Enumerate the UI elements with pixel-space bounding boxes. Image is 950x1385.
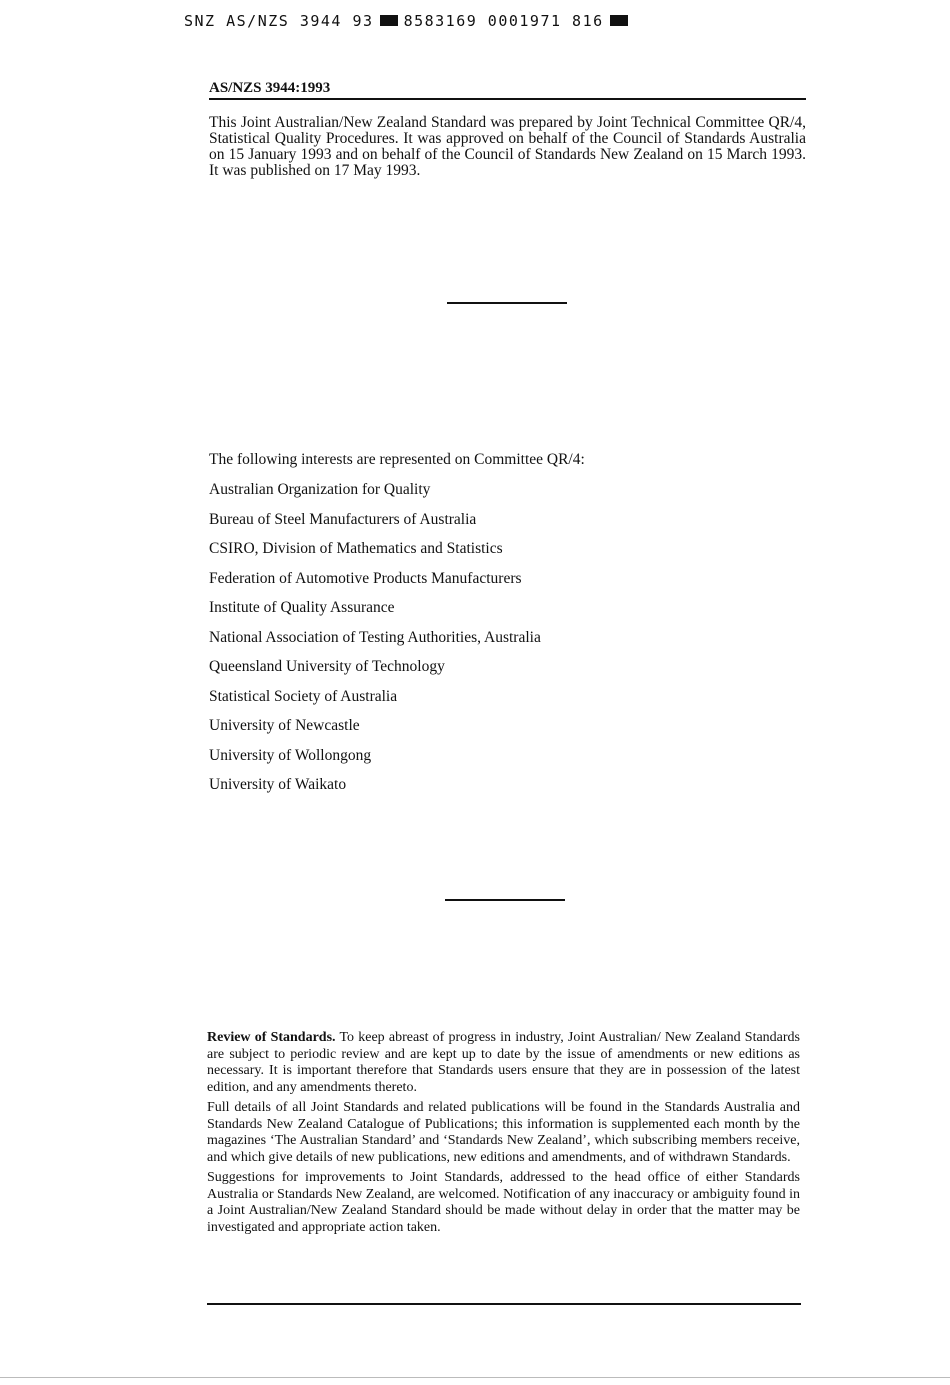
list-item: Federation of Automotive Products Manufacturers — [209, 569, 522, 587]
review-heading: Review of Standards. — [207, 1030, 336, 1045]
title-rule — [209, 98, 806, 100]
standard-number: AS/NZS 3944:1993 — [209, 80, 331, 96]
list-item: University of Newcastle — [209, 717, 360, 734]
list-item: Australian Organization for Quality — [209, 481, 431, 498]
committee-intro: The following interests are represented on Committee QR/4: — [209, 451, 585, 468]
barcode-block — [610, 15, 628, 26]
committee-member-list — [209, 480, 585, 794]
review-of-standards — [207, 1030, 800, 1240]
list-item: University of Wollongong — [209, 746, 372, 764]
review-paragraph-2: Full details of all Joint Standards and related publications will be found in the Standards Australia and Standards New Zealand Catalogue of Publications; this information is supplemented each month by the magazines ‘The Australian Standard’ and ‘Standards New Zealand’, which subscribing members receive, and which give details of new publications, new editions and amendments, and of withdrawn Standards. — [207, 1100, 800, 1165]
section-divider — [447, 302, 567, 304]
header-code-part1: SNZ AS/NZS 3944 93 — [184, 12, 374, 30]
list-item: Statistical Society of Australia — [209, 687, 398, 705]
section-divider — [445, 899, 565, 901]
committee-interests — [209, 450, 585, 805]
bottom-rule — [207, 1303, 801, 1305]
review-paragraph-1 — [207, 1030, 800, 1096]
list-item: National Association of Testing Authorities, Australia — [209, 628, 541, 646]
scan-edge-line — [0, 1377, 950, 1378]
list-item: Institute of Quality Assurance — [209, 599, 395, 616]
header-code-part2: 8583169 0001971 816 — [403, 12, 604, 30]
list-item: University of Waikato — [209, 776, 347, 793]
list-item: Queensland University of Technology — [209, 658, 445, 675]
list-item: CSIRO, Division of Mathematics and Statistics — [209, 540, 503, 557]
review-text-1: To keep abreast of progress in industry, Joint Australian/ New Zealand Standards are subject to periodic review and are kept up to date by the issue of amendments or new editions as necessary. It is important therefore that Standards users ensure that they are in possession of the latest edition, and any amendments thereto. — [207, 1030, 801, 1095]
preparation-statement: This Joint Australian/New Zealand Standard was prepared by Joint Technical Committee QR/4, Statistical Quality Procedures. It was approved on behalf of the Council of Standards Australia on 15 January 1993 and on behalf of the Council of Standards New Zealand on 15 March 1993. It was published on 17 May 1993. — [209, 114, 806, 179]
review-paragraph-3: Suggestions for improvements to Joint Standards, addressed to the head office of either Standards Australia or Standards New Zealand, are welcomed. Notification of any inaccuracy or ambiguity found in a Joint Australian/New Zealand Standard should be made without delay in order that the matter may be investigated and appropriate action taken. — [207, 1170, 800, 1235]
list-item: Bureau of Steel Manufacturers of Australia — [209, 510, 477, 528]
barcode-block — [380, 15, 398, 26]
scan-header-code — [184, 12, 634, 30]
